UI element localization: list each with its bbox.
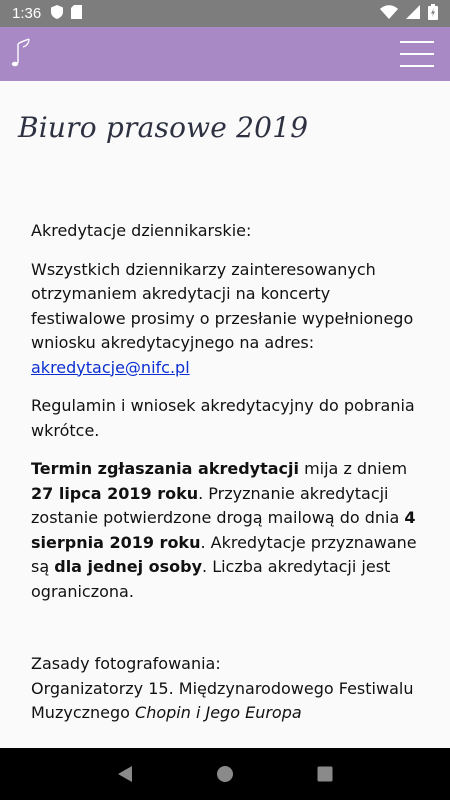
battery-charging-icon bbox=[428, 4, 438, 24]
app-bar bbox=[0, 27, 450, 81]
home-icon[interactable] bbox=[210, 759, 240, 789]
hamburger-menu-icon[interactable] bbox=[400, 41, 434, 67]
page-title: Biuro prasowe 2019 bbox=[18, 111, 309, 144]
paragraph-regulations: Regulamin i wniosek akredytacyjny do pobrania wkrótce. bbox=[31, 396, 415, 440]
music-note-logo-icon[interactable] bbox=[10, 36, 36, 72]
recents-icon[interactable] bbox=[310, 759, 340, 789]
back-icon[interactable] bbox=[110, 759, 140, 789]
wifi-icon bbox=[380, 5, 398, 23]
sd-card-icon bbox=[71, 5, 82, 23]
section-photography bbox=[31, 652, 426, 726]
paragraph-deadline: Termin zgłaszania akredytacji mija z dniem 27 lipca 2019 roku. Przyznanie akredytacji zostanie potwierdzone drogą mailową do dnia 4 sierpnia 2019 roku. Akredytacje przyznawane są dla jednej osoby. Liczba akredytacji jest ograniczona. bbox=[31, 459, 417, 601]
article-body bbox=[31, 219, 426, 740]
status-bar bbox=[0, 0, 450, 27]
shield-icon bbox=[51, 5, 63, 23]
status-time: 1:36 bbox=[12, 5, 42, 22]
email-link[interactable]: akredytacje@nifc.pl bbox=[31, 357, 190, 377]
section-heading-photography: Zasady fotografowania: bbox=[31, 654, 221, 673]
signal-icon bbox=[406, 5, 420, 23]
section-heading-accreditation: Akredytacje dziennikarskie: bbox=[31, 221, 252, 240]
navigation-bar bbox=[0, 748, 450, 800]
paragraph-photography: Organizatorzy 15. Międzynarodowego Festiwalu Muzycznego Chopin i Jego Europa bbox=[31, 678, 414, 722]
page-content[interactable] bbox=[0, 81, 450, 748]
paragraph-accreditation-request: Wszystkich dziennikarzy zainteresowanych otrzymaniem akredytacji na koncerty festiwalowe prosimy o przesłanie wypełnionego wniosku akredytacyjnego na adres: akredytacje@nifc.pl bbox=[31, 259, 414, 377]
